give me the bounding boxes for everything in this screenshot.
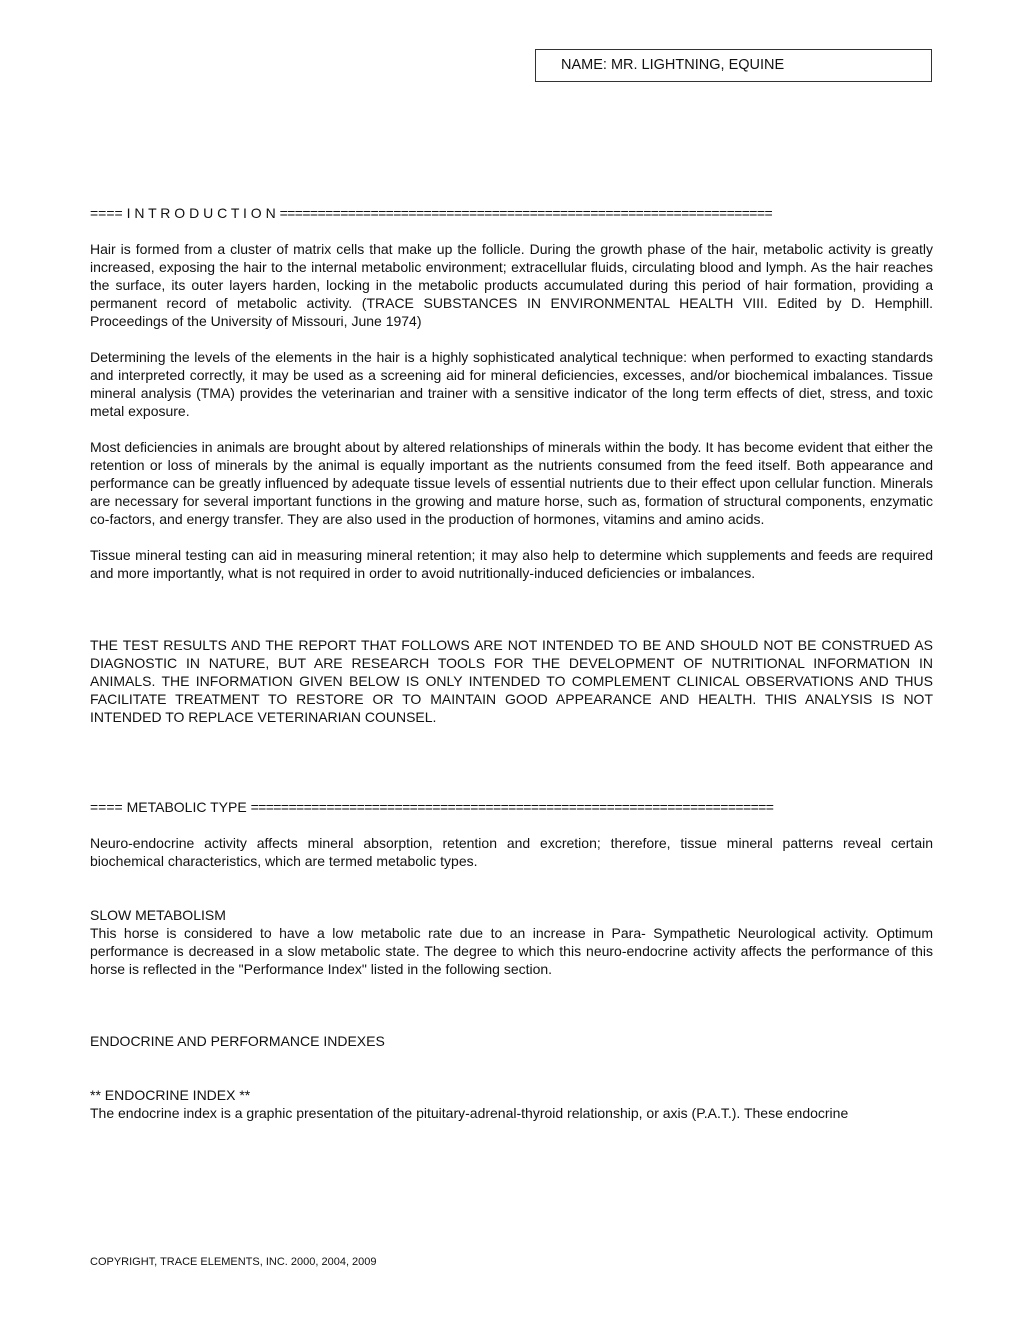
slow-metabolism-heading: SLOW METABOLISM: [90, 907, 226, 923]
metabolic-type-rule-line: =====================================================================: [250, 799, 774, 815]
metabolic-type-intro: Neuro-endocrine activity affects mineral absorption, retention and excretion; therefore, tissue mineral patterns reveal certain biochemical characteristics, which are termed metabolic types.: [90, 835, 933, 869]
introduction-paragraph: Tissue mineral testing can aid in measuring mineral retention; it may also help to determine which supplements and feeds are required and more importantly, what is not required in order to avoid nutritionally-induced deficiencies or imbalances.: [90, 547, 933, 581]
introduction-paragraph: Hair is formed from a cluster of matrix cells that make up the follicle. During the growth phase of the hair, metabolic activity is greatly increased, exposing the hair to the internal metabolic environment; extracellular fluids, circulating blood and lymph. As the hair reaches the surface, its outer layers harden, locking in the metabolic products accumulated during this period of hair formation, providing a permanent record of metabolic activity. (TRACE SUBSTANCES IN ENVIRONMENTAL HEALTH VIII. Edited by D. Hemphill. Proceedings of the University of Missouri, June 1974): [90, 241, 933, 329]
indexes-heading: ENDOCRINE AND PERFORMANCE INDEXES: [90, 1033, 385, 1049]
introduction-paragraph: Determining the levels of the elements in the hair is a highly sophisticated analytical technique: when performed to exacting standards and interpreted correctly, it may be used as a screening aid for mineral deficiencies, excesses, and/or biochemical imbalances. Tissue mineral analysis (TMA) provides the veterinarian and trainer with a sensitive indicator of the long term effects of diet, stress, and toxic metal exposure.: [90, 349, 933, 419]
patient-name-box: [535, 49, 932, 82]
metabolic-type-section-rule: [90, 798, 933, 816]
patient-name-label: NAME: MR. LIGHTNING, EQUINE: [561, 57, 785, 73]
endocrine-index-heading: ** ENDOCRINE INDEX **: [90, 1087, 251, 1103]
slow-metabolism-text: This horse is considered to have a low metabolic rate due to an increase in Para- Sympathetic Neurological activity. Optimum performance is decreased in a slow metabolic state. The degree to which this neuro-endocrine activity affects the performance of this horse is reflected in the "Performance Index" listed in the following section.: [90, 925, 933, 977]
endocrine-index-text: The endocrine index is a graphic presentation of the pituitary-adrenal-thyroid relationship, or axis (P.A.T.). These endocrine: [90, 1105, 849, 1121]
copyright-footer: COPYRIGHT, TRACE ELEMENTS, INC. 2000, 2004, 2009: [90, 1256, 377, 1268]
report-body: [90, 204, 933, 1122]
introduction-section-rule: [90, 204, 933, 222]
introduction-section-title: ==== I N T R O D U C T I O N: [90, 205, 280, 221]
introduction-paragraph: Most deficiencies in animals are brought about by altered relationships of minerals within the body. It has become evident that either the retention or loss of minerals by the animal is equally important as the nutrients consumed from the feed itself. Both appearance and performance can be greatly influenced by adequate tissue levels of essential nutrients due to their effect upon cellular function. Minerals are necessary for several important functions in the growing and mature horse, such as, formation of structural components, enzymatic co-factors, and energy transfer. They are also used in the production of hormones, vitamins and amino acids.: [90, 439, 933, 527]
introduction-rule-line: =================================================================: [279, 205, 773, 221]
disclaimer-text: THE TEST RESULTS AND THE REPORT THAT FOLLOWS ARE NOT INTENDED TO BE AND SHOULD NOT BE CONSTRUED AS DIAGNOSTIC IN NATURE, BUT ARE RESEARCH TOOLS FOR THE DEVELOPMENT OF NUTRITIONAL INFORMATION IN ANIMALS. THE INFORMATION GIVEN BELOW IS ONLY INTENDED TO COMPLEMENT CLINICAL OBSERVATIONS AND THUS FACILITATE TREATMENT TO RESTORE OR TO MAINTAIN GOOD APPEARANCE AND HEALTH. THIS ANALYSIS IS NOT INTENDED TO REPLACE VETERINARIAN COUNSEL.: [90, 637, 933, 725]
metabolic-type-section-title: ==== METABOLIC TYPE: [90, 799, 251, 815]
